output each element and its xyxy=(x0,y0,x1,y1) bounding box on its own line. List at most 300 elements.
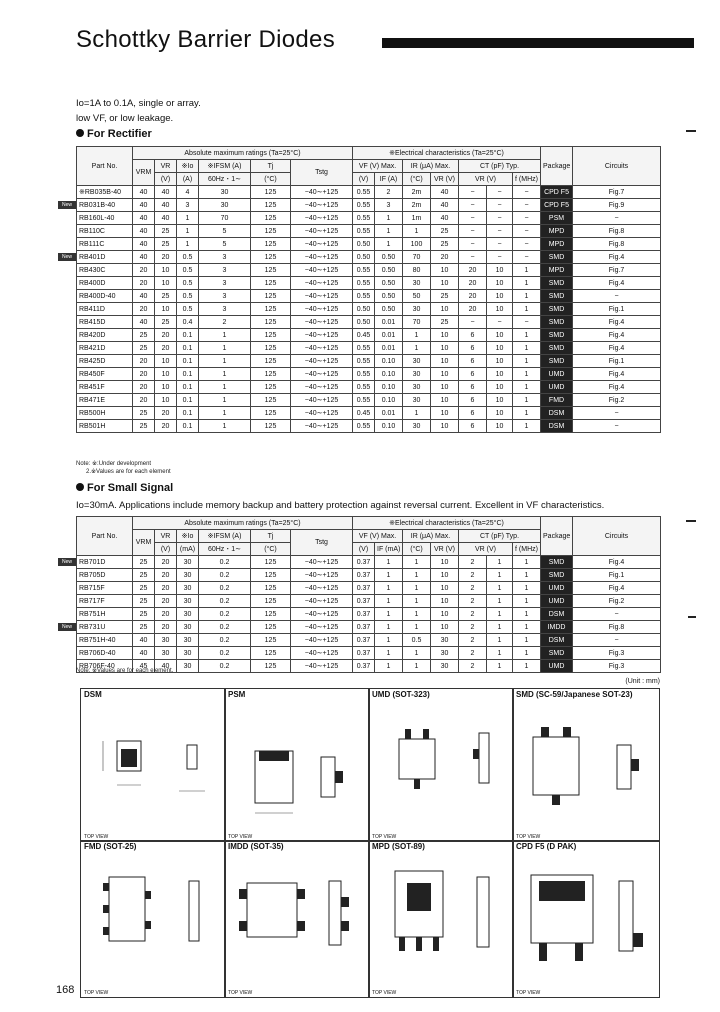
part-number-cell: RB450F xyxy=(77,368,133,381)
col-tstg: Tstg xyxy=(291,160,353,186)
table-cell: −40∼+125 xyxy=(291,199,353,212)
table-cell: 2 xyxy=(199,316,251,329)
table-cell: 25 xyxy=(155,238,177,251)
table-cell: 20 xyxy=(155,342,177,355)
table-cell: CPD F5 xyxy=(541,186,573,199)
table-cell: 0.45 xyxy=(353,407,375,420)
table-cell: 10 xyxy=(487,303,513,316)
table-cell: −40∼+125 xyxy=(291,582,353,595)
table-cell: Fig.2 xyxy=(573,394,661,407)
table-cell: 1 xyxy=(513,420,541,433)
unit-vf-max: (V) xyxy=(353,543,375,556)
small-signal-table-body xyxy=(77,556,661,673)
table-cell: Fig.8 xyxy=(573,238,661,251)
table-cell: 0.2 xyxy=(199,621,251,634)
table-cell: 70 xyxy=(403,251,431,264)
unit-ct-vr: VR (V) xyxy=(459,543,513,556)
table-cell: UMD xyxy=(541,381,573,394)
table-cell: 1 xyxy=(199,355,251,368)
table-cell: 0.2 xyxy=(199,582,251,595)
table-cell: 1 xyxy=(403,329,431,342)
table-cell: UMD xyxy=(541,595,573,608)
table-row xyxy=(77,407,661,420)
table-cell: MPD xyxy=(541,238,573,251)
table-cell: 10 xyxy=(487,290,513,303)
table-cell: −40∼+125 xyxy=(291,277,353,290)
package-imdd xyxy=(224,840,370,998)
col-circuits: Circuits xyxy=(573,517,661,556)
table-cell: 1 xyxy=(403,225,431,238)
table-cell: 25 xyxy=(133,595,155,608)
table-cell: − xyxy=(487,186,513,199)
table-cell: 0.50 xyxy=(375,277,403,290)
table-cell: 1 xyxy=(513,595,541,608)
table-cell: − xyxy=(459,238,487,251)
unit-ir-max: (°C) xyxy=(403,173,431,186)
package-umd-view: TOP VIEW xyxy=(372,834,397,840)
table-cell: 30 xyxy=(431,647,459,660)
table-cell: 6 xyxy=(459,381,487,394)
table-cell: 10 xyxy=(487,264,513,277)
table-cell: 25 xyxy=(133,621,155,634)
intro-line-2: low VF, or low leakage. xyxy=(76,113,174,124)
part-number-cell: RB731U xyxy=(77,621,133,634)
table-cell: 25 xyxy=(155,316,177,329)
smd-outline-drawing xyxy=(513,689,659,841)
page-number: 168 xyxy=(56,984,75,996)
table-cell: 10 xyxy=(431,368,459,381)
table-cell: 1 xyxy=(177,238,199,251)
part-number-cell: RB415D xyxy=(77,316,133,329)
table-cell: 1 xyxy=(513,407,541,420)
table-cell: 30 xyxy=(177,647,199,660)
table-cell: −40∼+125 xyxy=(291,186,353,199)
table-cell: −40∼+125 xyxy=(291,329,353,342)
table-cell: −40∼+125 xyxy=(291,394,353,407)
margin-mark xyxy=(688,616,696,618)
part-number-cell: RB400D xyxy=(77,277,133,290)
table-cell: 5 xyxy=(199,238,251,251)
unit-vr: (V) xyxy=(155,543,177,556)
table-row xyxy=(77,569,661,582)
table-cell: 25 xyxy=(133,420,155,433)
table-cell: 70 xyxy=(403,316,431,329)
part-number-cell: RB705D xyxy=(77,569,133,582)
table-cell: 2m xyxy=(403,199,431,212)
table-cell: 40 xyxy=(133,290,155,303)
part-number-cell: RB111C xyxy=(77,238,133,251)
table-cell: 125 xyxy=(251,264,291,277)
table-cell: 10 xyxy=(487,342,513,355)
table-cell: 2 xyxy=(459,569,487,582)
table-cell: 20 xyxy=(133,264,155,277)
table-cell: 0.01 xyxy=(375,316,403,329)
part-number-cell: RB430C xyxy=(77,264,133,277)
small-signal-note: Note: ※Values are for each element. xyxy=(76,668,174,674)
table-cell: −40∼+125 xyxy=(291,368,353,381)
table-cell: 4 xyxy=(177,186,199,199)
part-number-cell: RB400D-40 xyxy=(77,290,133,303)
table-cell: 125 xyxy=(251,394,291,407)
table-row xyxy=(77,238,661,251)
table-cell: 0.55 xyxy=(353,381,375,394)
table-cell: 125 xyxy=(251,381,291,394)
table-cell: 0.2 xyxy=(199,595,251,608)
table-cell: 125 xyxy=(251,569,291,582)
table-cell: 25 xyxy=(133,342,155,355)
table-cell: SMD xyxy=(541,251,573,264)
table-cell: 1 xyxy=(375,660,403,673)
table-cell: 20 xyxy=(155,582,177,595)
table-cell: 10 xyxy=(155,355,177,368)
table-cell: 30 xyxy=(199,199,251,212)
table-row xyxy=(77,355,661,368)
table-cell: − xyxy=(513,186,541,199)
table-cell: UMD xyxy=(541,368,573,381)
table-cell: 125 xyxy=(251,647,291,660)
unit-ir-vr: VR (V) xyxy=(431,543,459,556)
table-cell: 125 xyxy=(251,368,291,381)
table-cell: 30 xyxy=(431,634,459,647)
col-vrm: VRM xyxy=(133,530,155,556)
table-cell: 125 xyxy=(251,621,291,634)
table-cell: 125 xyxy=(251,251,291,264)
table-cell: 10 xyxy=(431,277,459,290)
table-cell: 2m xyxy=(403,186,431,199)
table-cell: 0.4 xyxy=(177,316,199,329)
page-title: Schottky Barrier Diodes xyxy=(76,26,335,53)
table-cell: SMD xyxy=(541,316,573,329)
table-cell: 1 xyxy=(513,634,541,647)
table-cell: SMD xyxy=(541,556,573,569)
table-row xyxy=(77,368,661,381)
table-cell: DSM xyxy=(541,407,573,420)
table-cell: Fig.4 xyxy=(573,251,661,264)
table-cell: 30 xyxy=(177,569,199,582)
part-number-cell: RB110C xyxy=(77,225,133,238)
package-cpd-f5-label: CPD F5 (D PAK) xyxy=(516,842,577,851)
table-cell: 2 xyxy=(459,621,487,634)
new-badge: New xyxy=(58,623,76,631)
table-cell: 1 xyxy=(513,621,541,634)
bullet-icon xyxy=(76,129,84,137)
margin-mark xyxy=(686,130,696,132)
table-cell: 40 xyxy=(155,660,177,673)
table-cell: 6 xyxy=(459,407,487,420)
table-cell: MPD xyxy=(541,264,573,277)
table-row xyxy=(77,556,661,569)
table-cell: 45 xyxy=(133,660,155,673)
table-cell: 125 xyxy=(251,329,291,342)
part-number-cell: RB420D xyxy=(77,329,133,342)
bullet-icon xyxy=(76,483,84,491)
part-number-cell: RB751H-40 xyxy=(77,634,133,647)
table-cell: 1 xyxy=(375,621,403,634)
table-cell: SMD xyxy=(541,569,573,582)
unit-io: (A) xyxy=(177,173,199,186)
table-cell: 5 xyxy=(199,225,251,238)
table-cell: 10 xyxy=(431,394,459,407)
table-cell: SMD xyxy=(541,290,573,303)
package-cpd-f5 xyxy=(512,840,660,998)
part-number-cell: RB401D xyxy=(77,251,133,264)
table-row xyxy=(77,381,661,394)
col-ct: CT (pF) Typ. xyxy=(459,160,541,173)
table-cell: 0.5 xyxy=(177,290,199,303)
rectifier-note-2: 2.※Values are for each element xyxy=(86,469,171,475)
part-number-cell: RB501H xyxy=(77,420,133,433)
table-cell: − xyxy=(513,212,541,225)
part-number-cell: RB411D xyxy=(77,303,133,316)
col-vf: VF (V) Max. xyxy=(353,160,403,173)
table-cell: 40 xyxy=(431,186,459,199)
table-cell: 30 xyxy=(403,368,431,381)
table-cell: Fig.1 xyxy=(573,355,661,368)
table-cell: 1 xyxy=(513,381,541,394)
part-number-cell: RB751H xyxy=(77,608,133,621)
table-cell: 1 xyxy=(375,225,403,238)
table-cell: 1 xyxy=(177,212,199,225)
table-cell: 25 xyxy=(431,225,459,238)
table-cell: CPD F5 xyxy=(541,199,573,212)
table-cell: 40 xyxy=(133,225,155,238)
table-cell: 0.2 xyxy=(199,608,251,621)
unit-tj: (°C) xyxy=(251,173,291,186)
table-cell: 0.2 xyxy=(199,634,251,647)
table-row xyxy=(77,329,661,342)
dsm-outline-drawing xyxy=(81,689,225,841)
table-cell: 40 xyxy=(155,212,177,225)
table-cell: 1 xyxy=(375,212,403,225)
table-cell: 30 xyxy=(177,621,199,634)
table-row xyxy=(77,212,661,225)
table-cell: −40∼+125 xyxy=(291,303,353,316)
col-package: Package xyxy=(541,147,573,186)
table-cell: SMD xyxy=(541,647,573,660)
package-smd xyxy=(512,688,660,842)
table-row xyxy=(77,634,661,647)
part-number-cell: RB031B-40 xyxy=(77,199,133,212)
table-cell: 30 xyxy=(403,355,431,368)
table-cell: 0.50 xyxy=(353,303,375,316)
table-cell: 25 xyxy=(133,556,155,569)
table-cell: − xyxy=(487,251,513,264)
table-cell: 1 xyxy=(375,556,403,569)
table-cell: 125 xyxy=(251,355,291,368)
table-cell: 1 xyxy=(513,556,541,569)
table-cell: 0.50 xyxy=(375,290,403,303)
table-cell: −40∼+125 xyxy=(291,316,353,329)
table-cell: −40∼+125 xyxy=(291,251,353,264)
table-cell: 1 xyxy=(513,303,541,316)
table-cell: 2 xyxy=(459,595,487,608)
table-cell: Fig.4 xyxy=(573,316,661,329)
table-cell: Fig.4 xyxy=(573,342,661,355)
table-cell: − xyxy=(573,290,661,303)
col-vrm: VRM xyxy=(133,160,155,186)
table-cell: 6 xyxy=(459,420,487,433)
table-cell: 1 xyxy=(487,569,513,582)
table-cell: Fig.3 xyxy=(573,647,661,660)
rectifier-note-1: Note: ※:Under development xyxy=(76,461,152,467)
table-cell: 1 xyxy=(513,329,541,342)
table-row xyxy=(77,303,661,316)
col-ifsm: ※IFSM (A) xyxy=(199,530,251,543)
table-cell: 10 xyxy=(431,264,459,277)
table-cell: 30 xyxy=(403,303,431,316)
table-cell: 0.01 xyxy=(375,407,403,420)
table-cell: 1 xyxy=(513,355,541,368)
table-cell: 100 xyxy=(403,238,431,251)
table-cell: 10 xyxy=(431,595,459,608)
table-cell: 0.10 xyxy=(375,394,403,407)
table-cell: 125 xyxy=(251,303,291,316)
col-io: ※Io xyxy=(177,160,199,173)
table-cell: 3 xyxy=(177,199,199,212)
table-cell: 1 xyxy=(403,556,431,569)
table-cell: 10 xyxy=(431,608,459,621)
table-cell: 0.5 xyxy=(177,251,199,264)
abs-max-header: Absolute maximum ratings (Ta=25°C) xyxy=(133,147,353,160)
table-cell: 10 xyxy=(155,264,177,277)
table-cell: 40 xyxy=(133,316,155,329)
table-cell: 0.55 xyxy=(353,186,375,199)
table-cell: 30 xyxy=(431,660,459,673)
table-cell: −40∼+125 xyxy=(291,608,353,621)
table-cell: 0.1 xyxy=(177,329,199,342)
table-cell: 40 xyxy=(431,199,459,212)
cpd-f5-outline-drawing xyxy=(513,841,659,997)
table-row xyxy=(77,186,661,199)
table-cell: 0.50 xyxy=(375,251,403,264)
unit-ir-max: (°C) xyxy=(403,543,431,556)
table-cell: − xyxy=(459,212,487,225)
table-cell: Fig.4 xyxy=(573,277,661,290)
table-cell: 2 xyxy=(459,660,487,673)
table-cell: 10 xyxy=(431,303,459,316)
table-cell: 1 xyxy=(403,621,431,634)
col-vf: VF (V) Max. xyxy=(353,530,403,543)
table-row xyxy=(77,277,661,290)
small-signal-description: Io=30mA. Applications include memory backup and battery protection against reversal current. Excellent in VF characteristics. xyxy=(76,500,605,511)
package-mpd-view: TOP VIEW xyxy=(372,990,397,996)
table-cell: UMD xyxy=(541,660,573,673)
table-cell: 2 xyxy=(459,647,487,660)
table-cell: 0.55 xyxy=(353,368,375,381)
table-cell: 1 xyxy=(403,647,431,660)
col-ir: IR (μA) Max. xyxy=(403,160,459,173)
table-cell: 1 xyxy=(375,647,403,660)
table-cell: Fig.8 xyxy=(573,621,661,634)
table-cell: 1 xyxy=(513,608,541,621)
table-cell: 1 xyxy=(513,660,541,673)
package-cpd-f5-view: TOP VIEW xyxy=(516,990,541,996)
small-signal-table xyxy=(76,516,661,673)
table-cell: 6 xyxy=(459,329,487,342)
table-cell: −40∼+125 xyxy=(291,595,353,608)
table-cell: 20 xyxy=(155,621,177,634)
table-cell: 0.37 xyxy=(353,556,375,569)
table-cell: 0.55 xyxy=(353,277,375,290)
table-row xyxy=(77,595,661,608)
table-cell: MPD xyxy=(541,225,573,238)
table-cell: − xyxy=(459,225,487,238)
table-row xyxy=(77,394,661,407)
table-cell: 30 xyxy=(199,186,251,199)
table-row xyxy=(77,264,661,277)
col-ct: CT (pF) Typ. xyxy=(459,530,541,543)
table-cell: 10 xyxy=(431,420,459,433)
table-cell: −40∼+125 xyxy=(291,381,353,394)
table-cell: 10 xyxy=(431,329,459,342)
table-cell: −40∼+125 xyxy=(291,407,353,420)
table-cell: − xyxy=(459,199,487,212)
umd-outline-drawing xyxy=(369,689,513,841)
table-cell: 10 xyxy=(431,569,459,582)
table-cell: 125 xyxy=(251,186,291,199)
table-cell: − xyxy=(573,608,661,621)
table-cell: 2 xyxy=(459,556,487,569)
table-cell: 20 xyxy=(155,569,177,582)
table-cell: − xyxy=(513,238,541,251)
table-cell: 125 xyxy=(251,199,291,212)
unit-ifsm: 60Hz・1∼ xyxy=(199,173,251,186)
col-part-no: Part No. xyxy=(77,517,133,556)
package-umd xyxy=(368,688,514,842)
small-signal-heading-text: For Small Signal xyxy=(87,482,174,494)
table-cell: SMD xyxy=(541,355,573,368)
table-cell: 0.37 xyxy=(353,660,375,673)
table-row xyxy=(77,342,661,355)
table-cell: 1m xyxy=(403,212,431,225)
table-cell: 1 xyxy=(199,381,251,394)
table-cell: 10 xyxy=(431,407,459,420)
table-cell: Fig.3 xyxy=(573,660,661,673)
table-cell: 1 xyxy=(403,608,431,621)
table-row xyxy=(77,199,661,212)
table-cell: 20 xyxy=(155,608,177,621)
table-cell: −40∼+125 xyxy=(291,634,353,647)
table-cell: 3 xyxy=(199,303,251,316)
table-cell: 125 xyxy=(251,595,291,608)
table-cell: 1 xyxy=(487,647,513,660)
table-cell: 70 xyxy=(199,212,251,225)
table-cell: 10 xyxy=(155,277,177,290)
table-cell: DSM xyxy=(541,634,573,647)
table-cell: 30 xyxy=(155,634,177,647)
table-cell: 125 xyxy=(251,407,291,420)
table-cell: −40∼+125 xyxy=(291,556,353,569)
table-cell: 10 xyxy=(487,277,513,290)
table-row xyxy=(77,582,661,595)
table-cell: 1 xyxy=(403,407,431,420)
table-cell: 20 xyxy=(155,251,177,264)
intro-line-1: Io=1A to 0.1A, single or array. xyxy=(76,98,201,109)
table-cell: 40 xyxy=(133,634,155,647)
table-cell: 40 xyxy=(155,199,177,212)
table-cell: 1 xyxy=(403,342,431,355)
table-cell: 0.10 xyxy=(375,355,403,368)
table-cell: 0.37 xyxy=(353,608,375,621)
table-cell: 40 xyxy=(133,238,155,251)
table-cell: 2 xyxy=(375,186,403,199)
table-cell: 125 xyxy=(251,277,291,290)
col-ir: IR (μA) Max. xyxy=(403,530,459,543)
table-cell: PSM xyxy=(541,212,573,225)
table-cell: −40∼+125 xyxy=(291,342,353,355)
table-cell: 3 xyxy=(199,264,251,277)
unit-ir-vr: VR (V) xyxy=(431,173,459,186)
